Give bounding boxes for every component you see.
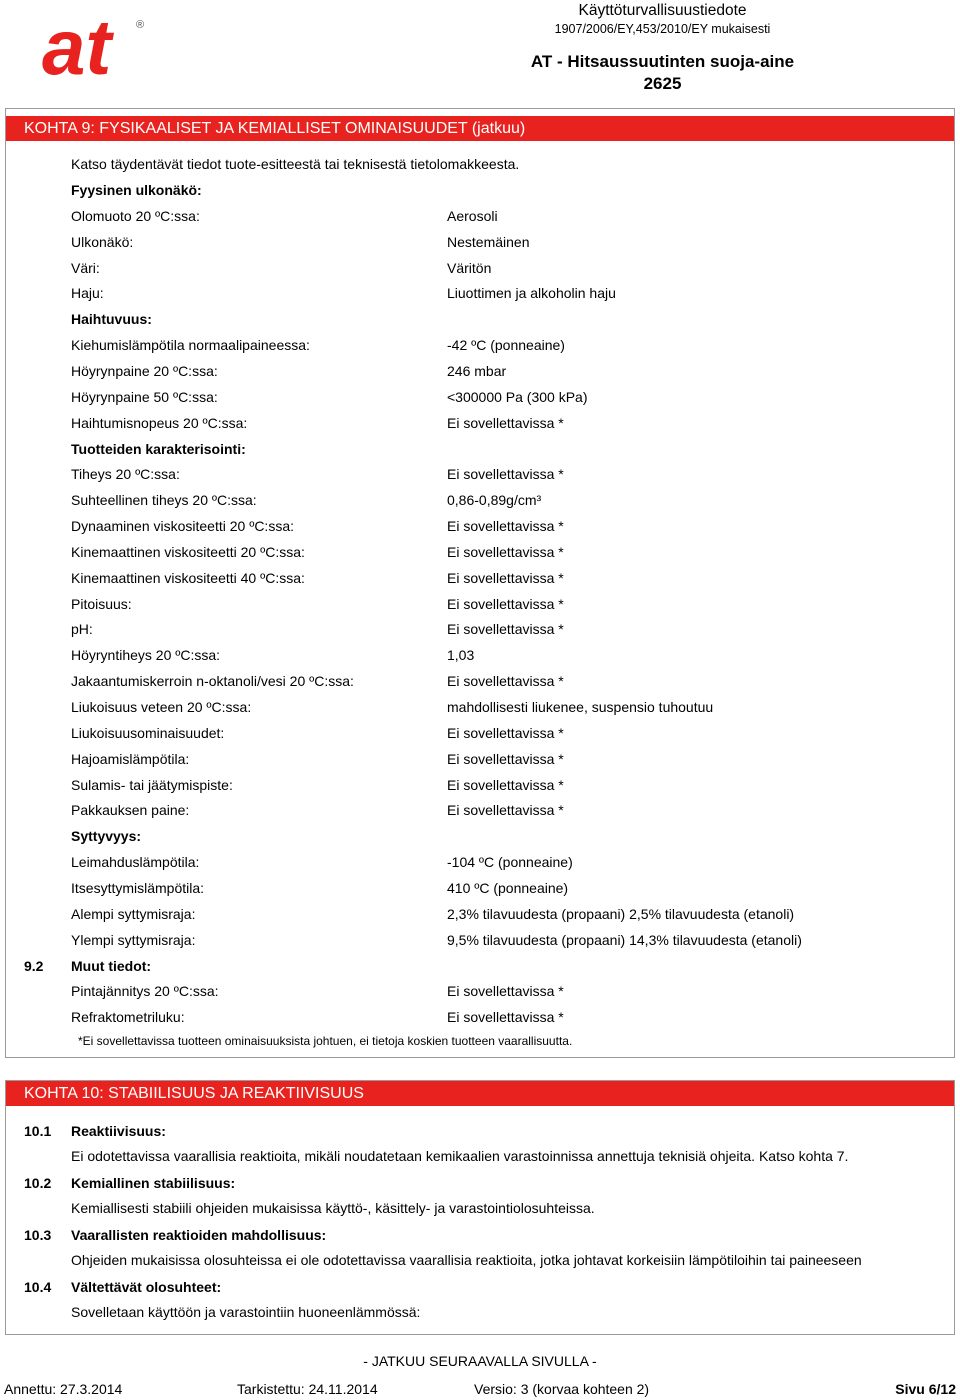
logo-text: at: [42, 14, 112, 82]
property-value: 9,5% tilavuudesta (propaani) 14,3% tilavuudesta (etanoli): [447, 932, 802, 948]
property-label: Kinemaattinen viskositeetti 20 ºC:ssa:: [71, 544, 305, 560]
section-10-title: KOHTA 10: STABIILISUUS JA REAKTIIVISUUS: [6, 1081, 954, 1106]
subsection-number: 10.4: [24, 1279, 52, 1295]
product-name: AT - Hitsaussuutinten suoja-aine: [530, 52, 795, 71]
company-logo: [40, 14, 150, 85]
property-group-heading: Syttyvyys:: [71, 828, 142, 844]
property-label: Jakaantumiskerroin n-oktanoli/vesi 20 ºC:ssa:: [71, 673, 354, 689]
property-value: 410 ºC (ponneaine): [447, 880, 569, 896]
property-label: Liukoisuusominaisuudet:: [71, 725, 225, 741]
product-code: 2625: [643, 74, 682, 93]
property-value: Ei sovellettavissa *: [447, 621, 564, 637]
property-value: Aerosoli: [447, 208, 498, 224]
property-label: Haju:: [71, 285, 104, 301]
subsection-text: Kemiallisesti stabiili ohjeiden mukaisissa käyttö-, käsittely- ja varastointiolosuhteissa.: [71, 1200, 595, 1216]
reviewed-date: Tarkistettu: 24.11.2014: [237, 1381, 378, 1397]
property-value: 1,03: [447, 647, 475, 663]
continued-notice: - JATKUU SEURAAVALLA SIVULLA -: [363, 1353, 597, 1369]
subsection-number: 10.2: [24, 1175, 52, 1191]
at-logo-icon: [40, 14, 150, 82]
property-value: Nestemäinen: [447, 234, 530, 250]
property-label: Leimahduslämpötila:: [71, 854, 200, 870]
property-label: Refraktometriluku:: [71, 1009, 185, 1025]
property-label: Ulkonäkö:: [71, 234, 134, 250]
property-label: Olomuoto 20 ºC:ssa:: [71, 208, 200, 224]
property-value: Väritön: [447, 260, 492, 276]
issued-date: Annettu: 27.3.2014: [4, 1381, 123, 1397]
property-group-heading: Fyysinen ulkonäkö:: [71, 182, 202, 198]
property-label: Höyrynpaine 50 ºC:ssa:: [71, 389, 218, 405]
property-value: Ei sovellettavissa *: [447, 570, 564, 586]
subsection-number: 10.3: [24, 1227, 52, 1243]
subsection-heading: Reaktiivisuus:: [71, 1123, 166, 1139]
document-type: Käyttöturvallisuustiedote: [578, 2, 747, 19]
property-value: Ei sovellettavissa *: [447, 983, 564, 999]
property-group-heading: Muut tiedot:: [71, 958, 152, 974]
property-value: Ei sovellettavissa *: [447, 725, 564, 741]
property-label: Hajoamislämpötila:: [71, 751, 190, 767]
property-value: Ei sovellettavissa *: [447, 673, 564, 689]
property-value: Ei sovellettavissa *: [447, 777, 564, 793]
property-value: Ei sovellettavissa *: [447, 596, 564, 612]
subsection-number: 10.1: [24, 1123, 52, 1139]
property-value: 0,86-0,89g/cm³: [447, 492, 542, 508]
property-label: Pitoisuus:: [71, 596, 132, 612]
property-label: Sulamis- tai jäätymispiste:: [71, 777, 233, 793]
property-label: Itsesyttymislämpötila:: [71, 880, 205, 896]
property-label: Alempi syttymisraja:: [71, 906, 196, 922]
property-label: pH:: [71, 621, 93, 637]
section-9-intro: Katso täydentävät tiedot tuote-esitteestä tai teknisestä tietolomakkeesta.: [71, 156, 520, 172]
property-label: Pakkauksen paine:: [71, 802, 190, 818]
property-label: Väri:: [71, 260, 100, 276]
subsection-text: Sovelletaan käyttöön ja varastointiin huoneenlämmössä:: [71, 1304, 421, 1320]
subsection-heading: Vältettävät olosuhteet:: [71, 1279, 222, 1295]
version-info: Versio: 3 (korvaa kohteen 2): [474, 1381, 650, 1397]
property-label: Kiehumislämpötila normaalipaineessa:: [71, 337, 310, 353]
property-label: Tiheys 20 ºC:ssa:: [71, 466, 180, 482]
section-9-footnote: *Ei sovellettavissa tuotteen ominaisuuksista johtuen, ei tietoja koskien tuotteen vaarallisuutta.: [78, 1034, 573, 1048]
subsection-text: Ei odotettavissa vaarallisia reaktioita, mikäli noudatetaan kemikaalien varastoinnissa annettuja teknisiä ohjeita. Katso kohta 7.: [71, 1148, 849, 1164]
property-value: <300000 Pa (300 kPa): [447, 389, 588, 405]
property-group-heading: Haihtuvuus:: [71, 311, 152, 327]
property-value: Liuottimen ja alkoholin haju: [447, 285, 616, 301]
property-label: Suhteellinen tiheys 20 ºC:ssa:: [71, 492, 257, 508]
property-group-heading: Tuotteiden karakterisointi:: [71, 441, 246, 457]
regulation-reference: 1907/2006/EY,453/2010/EY mukaisesti: [554, 22, 771, 36]
property-label: Liukoisuus veteen 20 ºC:ssa:: [71, 699, 252, 715]
property-value: Ei sovellettavissa *: [447, 1009, 564, 1025]
property-value: -42 ºC (ponneaine): [447, 337, 565, 353]
page-number: Sivu 6/12: [895, 1381, 956, 1397]
subsection-heading: Kemiallinen stabiilisuus:: [71, 1175, 236, 1191]
property-value: Ei sovellettavissa *: [447, 466, 564, 482]
property-value: Ei sovellettavissa *: [447, 751, 564, 767]
property-label: Ylempi syttymisraja:: [71, 932, 196, 948]
property-value: Ei sovellettavissa *: [447, 802, 564, 818]
property-value: 246 mbar: [447, 363, 507, 379]
subsection-text: Ohjeiden mukaisissa olosuhteissa ei ole odotettavissa vaarallisia reaktioita, jotka johtavat korkeisiin lämpötiloihin tai paineeseen: [71, 1252, 862, 1268]
property-value: mahdollisesti liukenee, suspensio tuhoutuu: [447, 699, 714, 715]
property-value: Ei sovellettavissa *: [447, 518, 564, 534]
property-label: Haihtumisnopeus 20 ºC:ssa:: [71, 415, 248, 431]
property-label: Dynaaminen viskositeetti 20 ºC:ssa:: [71, 518, 294, 534]
logo-registered-mark: ®: [136, 19, 145, 31]
property-label: Kinemaattinen viskositeetti 40 ºC:ssa:: [71, 570, 305, 586]
property-label: Höyrynpaine 20 ºC:ssa:: [71, 363, 218, 379]
property-value: 2,3% tilavuudesta (propaani) 2,5% tilavuudesta (etanoli): [447, 906, 795, 922]
section-9-title: KOHTA 9: FYSIKAALISET JA KEMIALLISET OMINAISUUDET (jatkuu): [6, 116, 954, 141]
property-label: Höyryntiheys 20 ºC:ssa:: [71, 647, 221, 663]
subsection-number: 9.2: [24, 958, 44, 974]
property-value: Ei sovellettavissa *: [447, 415, 564, 431]
property-value: -104 ºC (ponneaine): [447, 854, 573, 870]
property-label: Pintajännitys 20 ºC:ssa:: [71, 983, 219, 999]
subsection-heading: Vaarallisten reaktioiden mahdollisuus:: [71, 1227, 327, 1243]
property-value: Ei sovellettavissa *: [447, 544, 564, 560]
